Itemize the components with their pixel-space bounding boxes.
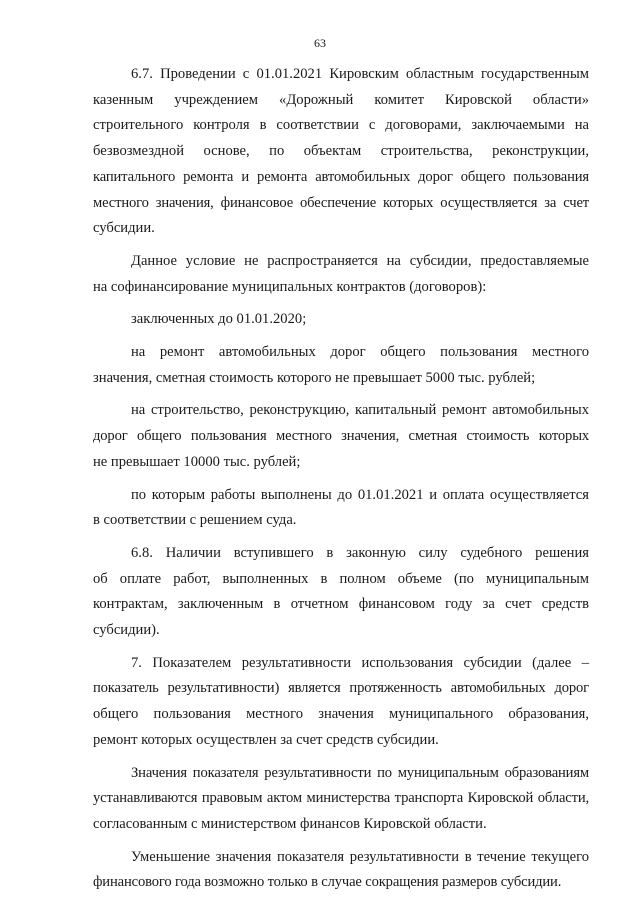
text-line: на ремонт автомобильных дорог общего пользования местного	[131, 344, 589, 361]
text-line: 6.8. Наличии вступившего в законную силу судебного решения	[131, 544, 589, 561]
text-line: значения, сметная стоимость которого не превышает 5000 тыс. рублей;	[93, 369, 536, 386]
paragraph-values	[93, 761, 589, 838]
paragraph-6-8	[93, 541, 589, 644]
text-line: согласованным с министерством финансов Кировской области.	[93, 815, 487, 832]
text-line: строительного контроля в соответствии с договорами, заключаемыми на	[93, 117, 589, 134]
text-line: 7. Показателем результативности использования субсидии (далее –	[131, 654, 589, 671]
text-line: Уменьшение значения показателя результативности в течение текущего	[131, 848, 589, 865]
paragraph-concluded	[93, 307, 589, 333]
text-line: местного значения, финансовое обеспечение которых осуществляется за счет	[93, 194, 589, 211]
text-line: Значения показателя результативности по муниципальным образованиям	[131, 764, 589, 781]
paragraph-7	[93, 651, 589, 754]
text-line: не превышает 10000 тыс. рублей;	[93, 453, 301, 470]
text-line: в соответствии с решением суда.	[93, 512, 297, 529]
text-line: Данное условие не распространяется на субсидии, предоставляемые	[131, 252, 589, 269]
paragraph-6-7	[93, 62, 589, 242]
text-line: субсидии.	[93, 220, 155, 237]
text-line: общего пользования местного значения муниципального образования,	[93, 706, 589, 723]
paragraph-construction	[93, 398, 589, 475]
text-line: заключенных до 01.01.2020;	[131, 311, 307, 328]
text-line: об оплате работ, выполненных в полном объеме (по муниципальным	[93, 570, 589, 587]
text-line: на софинансирование муниципальных контрактов (договоров):	[93, 278, 487, 295]
text-line: ремонт которых осуществлен за счет средств субсидии.	[93, 731, 439, 748]
paragraph-repair	[93, 340, 589, 391]
text-line: на строительство, реконструкцию, капитальный ремонт автомобильных	[131, 402, 589, 419]
page-number: 63	[314, 36, 326, 50]
text-line: по которым работы выполнены до 01.01.2021 и оплата осуществляется	[131, 486, 589, 503]
text-line: показатель результативности) является протяженность автомобильных дорог	[93, 680, 589, 697]
text-line: финансового года возможно только в случае сокращения размеров субсидии.	[93, 874, 562, 891]
text-line: контрактам, заключенным в отчетном финансовом году за счет средств	[93, 596, 589, 613]
document-body	[93, 62, 589, 903]
text-line: дорог общего пользования местного значения, сметная стоимость которых	[93, 428, 589, 445]
text-line: 6.7. Проведении с 01.01.2021 Кировским областным государственным	[131, 66, 589, 82]
text-line: казенным учреждением «Дорожный комитет Кировской области»	[93, 91, 589, 108]
paragraph-court	[93, 483, 589, 534]
paragraph-reduction	[93, 845, 589, 896]
text-line: субсидии).	[93, 622, 160, 639]
text-line: капитального ремонта и ремонта автомобильных дорог общего пользования	[93, 168, 589, 185]
paragraph-condition	[93, 249, 589, 300]
text-line: безвозмездной основе, по объектам строительства, реконструкции,	[93, 143, 589, 160]
text-line: устанавливаются правовым актом министерства транспорта Кировской области,	[93, 790, 589, 807]
